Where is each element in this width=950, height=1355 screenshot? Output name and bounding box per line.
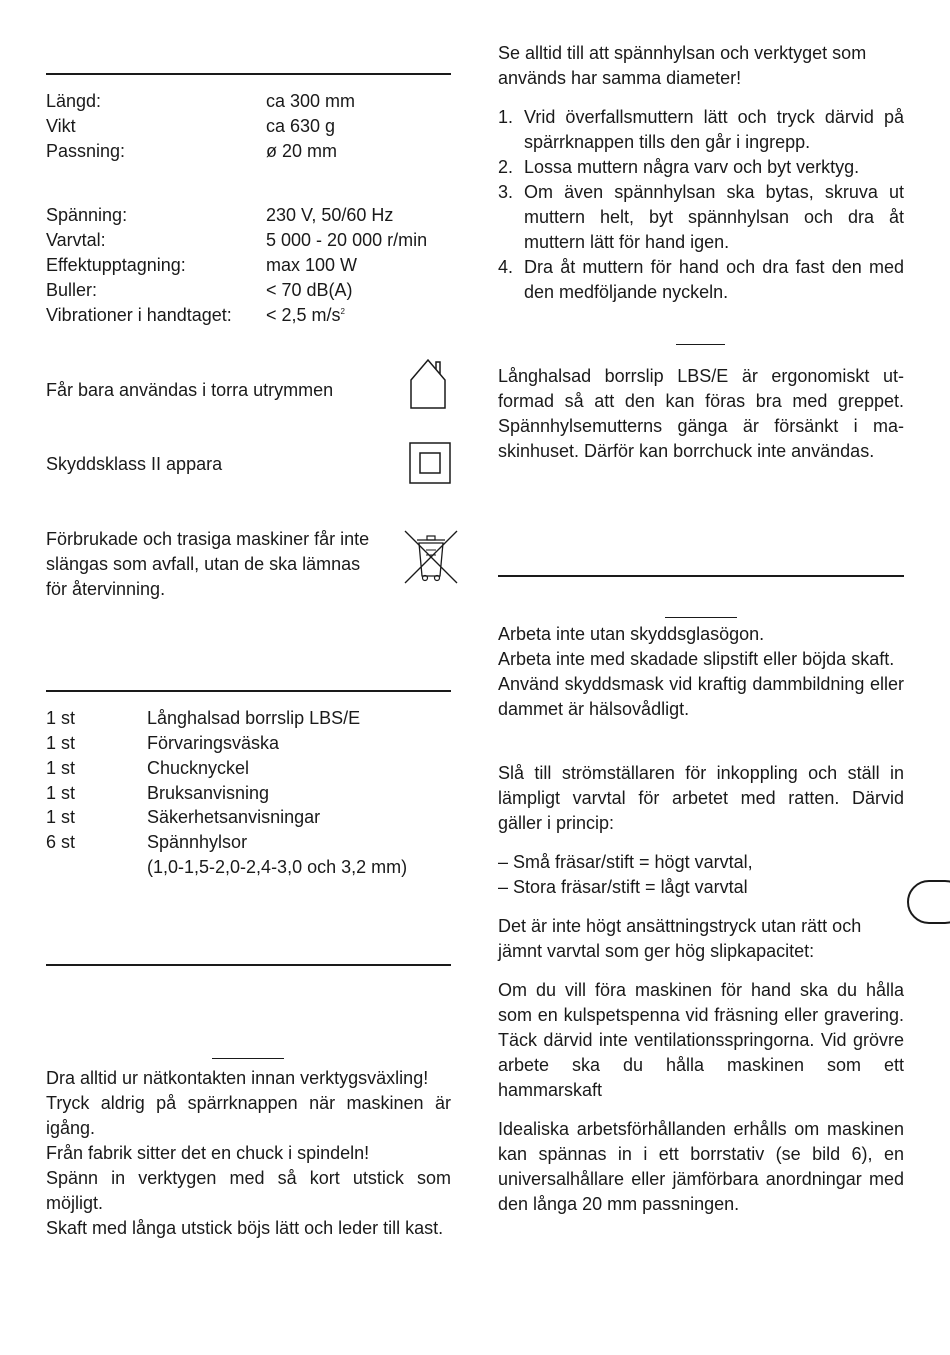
spec-row <box>46 253 451 278</box>
subsection-rule <box>212 1058 284 1059</box>
vibration-value: < 2,5 m/s <box>266 305 341 325</box>
pressure-text: Det är inte högt ansättningstryck utan rätt och jämnt varvtal som ger hög slipkapacitet: <box>498 916 862 961</box>
step-item <box>498 155 904 180</box>
scope-qty: 1 st <box>46 708 76 728</box>
scope-row <box>46 731 451 756</box>
diameter-intro: Se alltid till att spännhylsan och verktyget som används har samma diameter! <box>498 43 867 88</box>
scope-item: Långhalsad borrslip LBS/E <box>147 708 361 728</box>
spec-value <box>266 303 345 328</box>
scope-row <box>46 781 451 806</box>
scope-item: Förvaringsväska <box>147 733 280 753</box>
scope-row <box>46 855 451 880</box>
step-item <box>498 180 904 255</box>
warning-line: Dra alltid ur nätkontakten innan verktygsväxling! <box>46 1068 429 1088</box>
scope-row <box>46 706 451 731</box>
language-tab-marker <box>907 880 950 924</box>
spec-row <box>46 139 451 164</box>
safety-notes <box>498 622 904 722</box>
warning-line: Spänn in verktygen med så kort utstick som möjligt. <box>46 1168 451 1213</box>
spec-label: Vibrationer i handtaget: <box>46 305 232 325</box>
step-text: Dra åt muttern för hand och dra fast den med den medföljande nyckeln. <box>524 257 904 302</box>
speed-rule: – Stora fräsar/stift = lågt varvtal <box>498 877 748 897</box>
section-rule-tool-change <box>46 964 451 966</box>
safety-line: Arbeta inte utan skyddsglasögon. <box>498 624 765 644</box>
scope-qty: 1 st <box>46 783 76 803</box>
safety-line: Använd skyddsmask vid kraftig dammbildning eller dammet är hälsovådligt. <box>498 674 904 719</box>
switch-on-text: Slå till strömställaren för inkoppling och ställ in lämpligt varvtal för arbetet med ratten. Därvid gäller i princip: <box>498 763 904 833</box>
step-text: Vrid överfallsmuttern lätt och tryck därvid på spärrknappen tills den går i ingrepp. <box>524 107 904 152</box>
spec-label: Vikt <box>46 116 76 136</box>
ideal-conditions-text: Idealiska arbetsförhållanden erhålls om maskinen kan spännas in i ett borrstativ (se bild 6), en universalhållare eller jämförbara anordningar med den långa 20 mm passningen. <box>498 1119 904 1214</box>
indoor-house-icon <box>409 358 447 417</box>
spec-value: ca 630 g <box>266 116 336 136</box>
spec-label: Buller: <box>46 280 98 300</box>
scope-item: Säkerhetsanvisningar <box>147 807 321 827</box>
right-column <box>498 0 904 1355</box>
scope-row <box>46 805 451 830</box>
scope-qty: 1 st <box>46 758 76 778</box>
step-number: 4. <box>498 257 514 277</box>
crossed-bin-icon <box>402 528 460 593</box>
section-rule-scope <box>46 690 451 692</box>
step-number: 2. <box>498 157 514 177</box>
dry-rooms-text: Får bara användas i torra utrymmen <box>46 380 334 400</box>
spec-row <box>46 303 451 328</box>
spec-value: 5 000 - 20 000 r/min <box>266 230 428 250</box>
double-insulation-icon <box>409 442 451 491</box>
scope-item: Spännhylsor <box>147 832 248 852</box>
tool-change-warnings <box>46 1066 451 1241</box>
scope-row <box>46 830 451 855</box>
step-text: Lossa muttern några varv och byt verktyg. <box>524 157 860 177</box>
section-rule-operation <box>498 575 904 577</box>
speed-rules <box>498 850 904 900</box>
scope-item: Bruksanvisning <box>147 783 270 803</box>
spec-label: Effektupptagning: <box>46 255 186 275</box>
tool-change-steps <box>498 105 904 305</box>
scope-qty: 1 st <box>46 807 76 827</box>
step-number: 3. <box>498 182 514 202</box>
step-item <box>498 255 904 305</box>
scope-item: (1,0-1,5-2,0-2,4-3,0 och 3,2 mm) <box>147 857 408 877</box>
disposal-text: Förbrukade och trasiga maskiner får inte slängas som avfall, utan de ska lämnas för återvinning. <box>46 529 370 599</box>
chuck-note: Långhalsad borrslip LBS/E är ergonomiskt utformad så att den kan föras bra med greppet. Spännhylsemutterns gänga är försänkt i maskinhuset. Därför kan borrchuck inte användas. <box>498 366 904 461</box>
subsection-rule <box>676 344 725 345</box>
spec-value: 230 V, 50/60 Hz <box>266 205 394 225</box>
spec-value: < 70 dB(A) <box>266 280 353 300</box>
scope-item: Chucknyckel <box>147 758 250 778</box>
step-number: 1. <box>498 107 514 127</box>
warning-line: Från fabrik sitter det en chuck i spindeln! <box>46 1143 370 1163</box>
scope-qty: 1 st <box>46 733 76 753</box>
subsection-rule <box>665 617 737 618</box>
spec-row <box>46 228 451 253</box>
section-rule-specs <box>46 73 451 75</box>
scope-qty: 6 st <box>46 832 76 852</box>
protection-class-text: Skyddsklass II appara <box>46 454 223 474</box>
spec-row <box>46 89 451 114</box>
spec-label: Spänning: <box>46 205 128 225</box>
warning-line: Skaft med långa utstick böjs lätt och leder till kast. <box>46 1218 444 1238</box>
scope-row <box>46 756 451 781</box>
safety-line: Arbeta inte med skadade slipstift eller böjda skaft. <box>498 649 895 669</box>
spec-row <box>46 114 451 139</box>
spec-value: ø 20 mm <box>266 141 338 161</box>
step-text: Om även spännhylsan ska bytas, skruva ut muttern helt, byt spännhylsan och dra åt muttern lätt för hand igen. <box>524 182 904 252</box>
spec-label: Passning: <box>46 141 126 161</box>
warning-line: Tryck aldrig på spärrknappen när maskinen är igång. <box>46 1093 451 1138</box>
spec-label: Längd: <box>46 91 102 111</box>
spec-value: max 100 W <box>266 255 358 275</box>
hand-guide-text: Om du vill föra maskinen för hand ska du hålla som en kulspetspenna vid fräsning eller gravering. Täck därvid inte ventilationsspringorna. Vid grövre arbete ska du hålla maskinen som ett hammarskaft <box>498 980 904 1100</box>
superscript: 2 <box>340 307 345 316</box>
left-column <box>46 0 451 1355</box>
spec-row <box>46 203 451 228</box>
spec-row <box>46 278 451 303</box>
speed-rule: – Små fräsar/stift = högt varvtal, <box>498 852 753 872</box>
spec-value: ca 300 mm <box>266 91 356 111</box>
spec-label: Varvtal: <box>46 230 106 250</box>
step-item <box>498 105 904 155</box>
